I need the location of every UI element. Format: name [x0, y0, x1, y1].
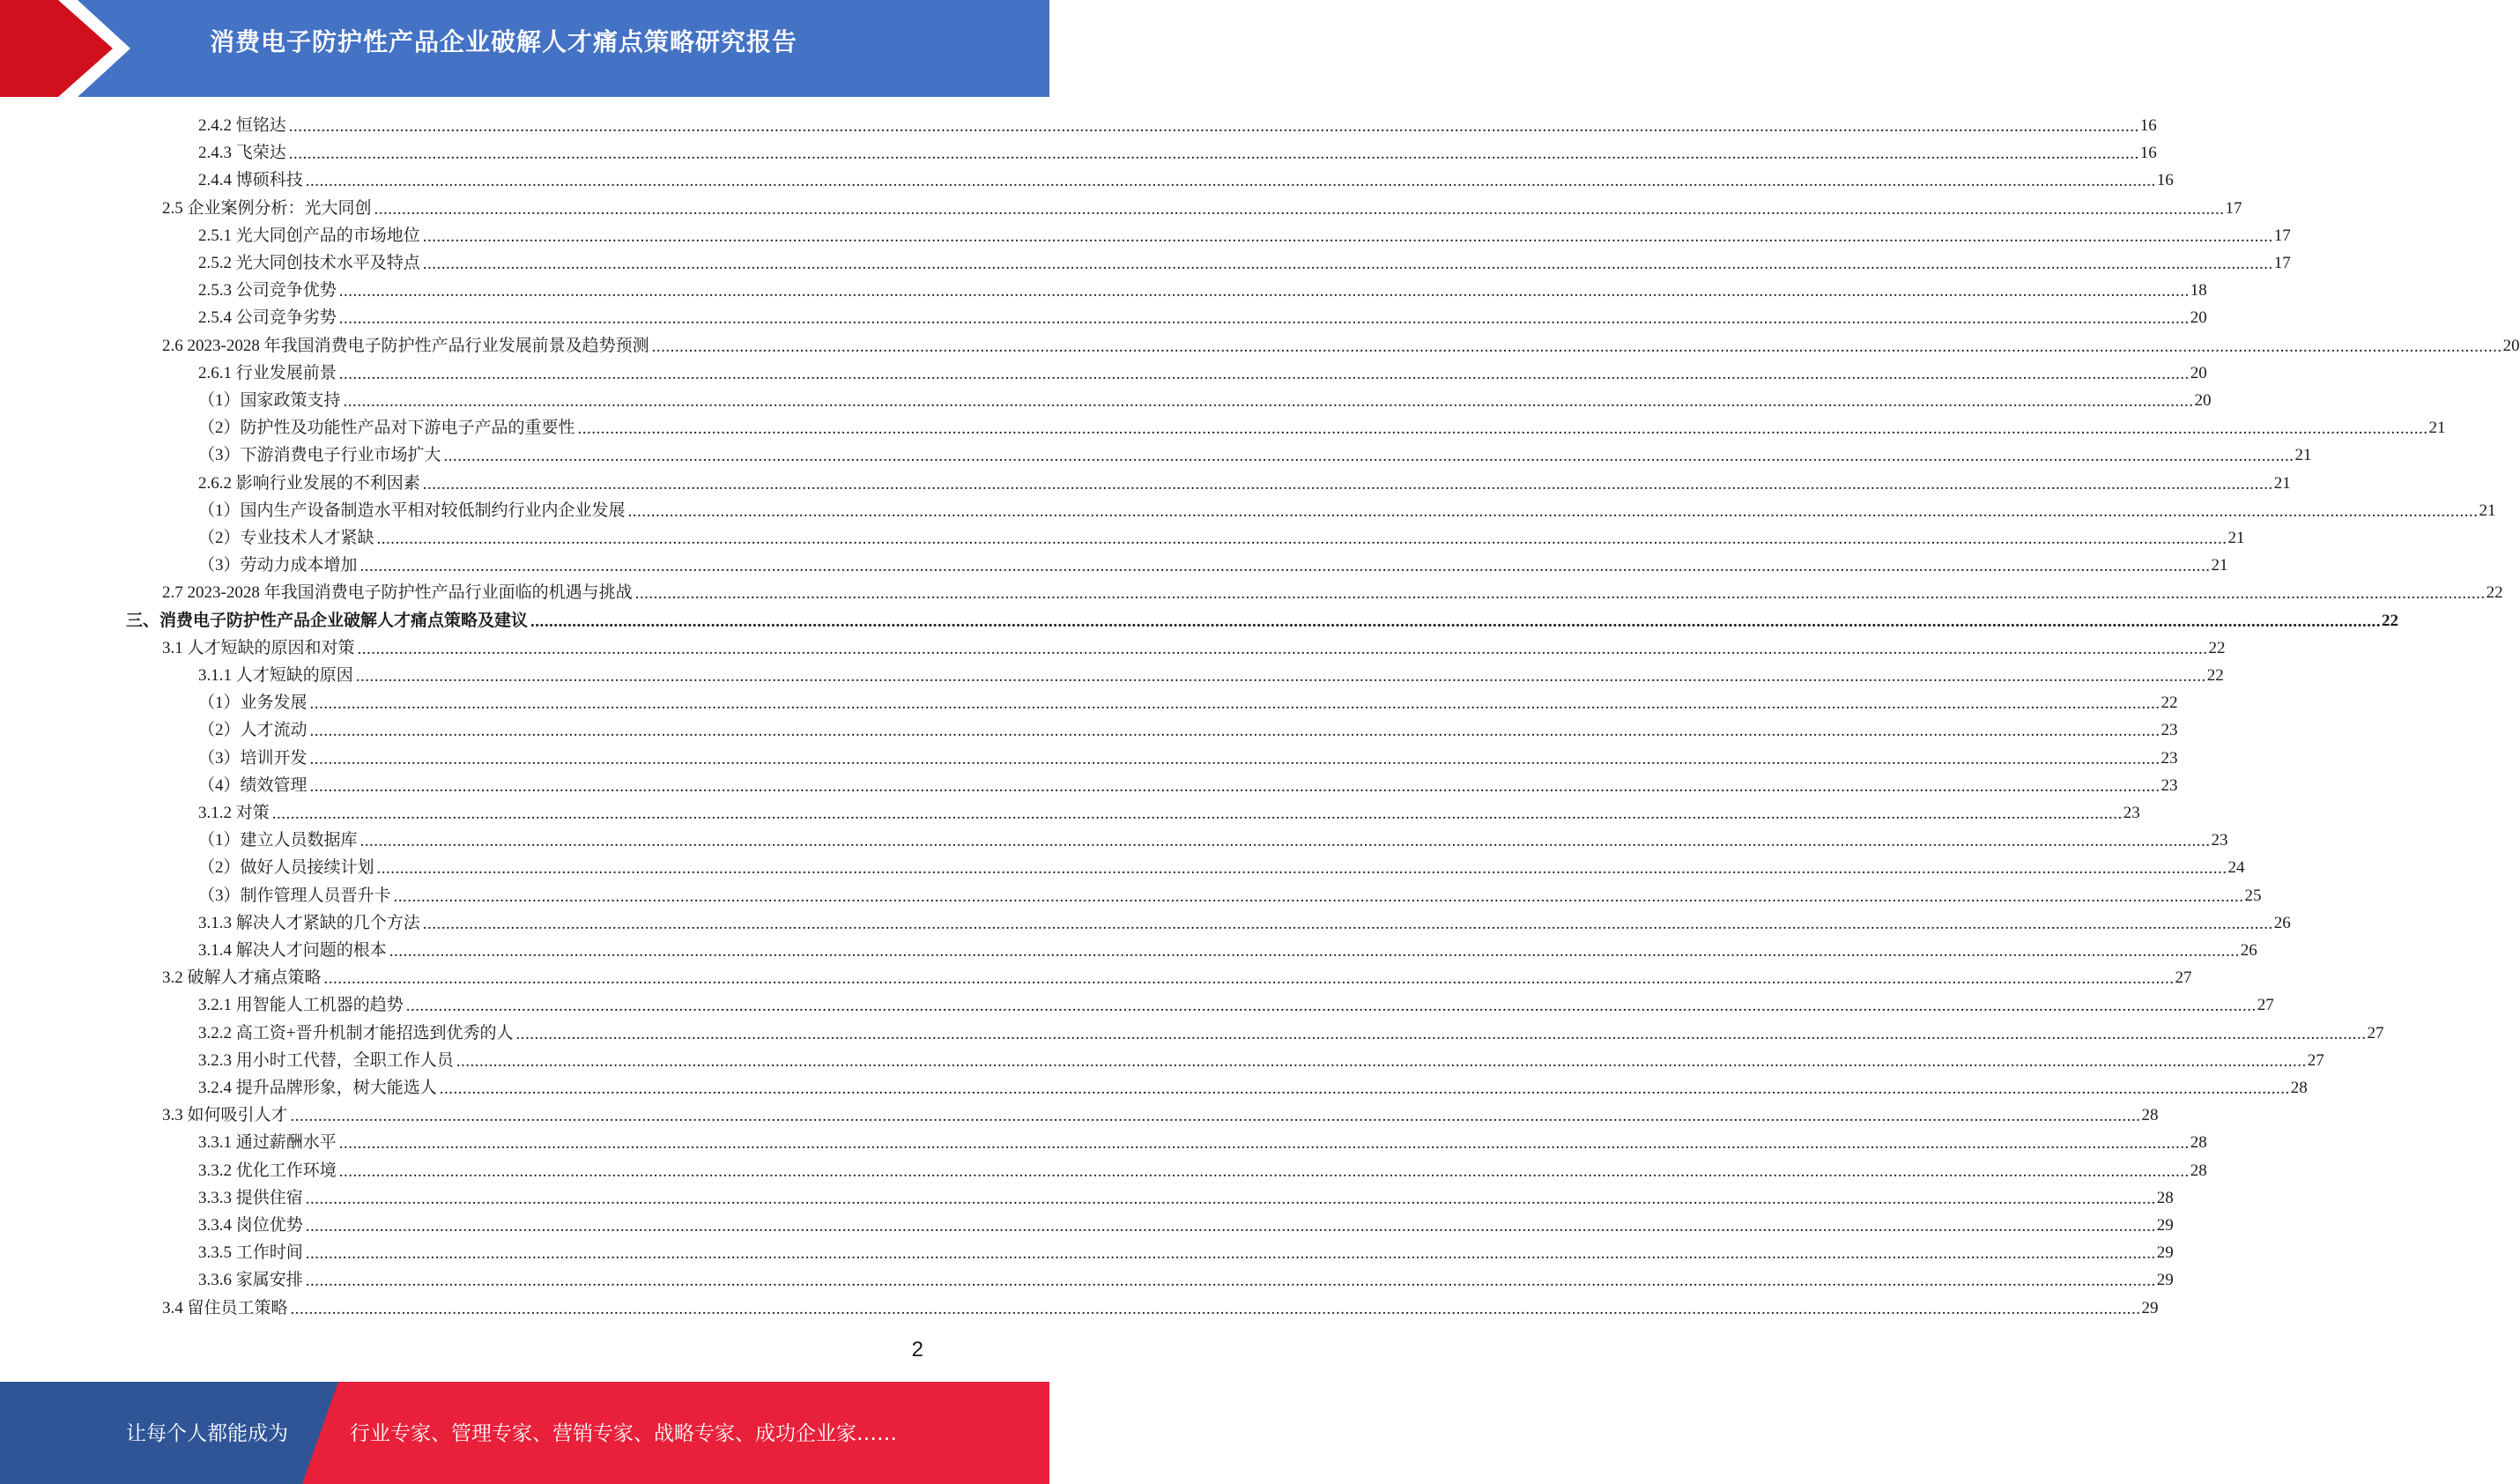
toc-entry[interactable] [198, 827, 2228, 854]
toc-entry[interactable] [198, 360, 2207, 387]
toc-entry-label: 2.4.2 恒铭达 [198, 116, 286, 135]
toc-leader-dots: ................................................................................................................................................................................................................................................................................................................................................................................................................ [338, 1161, 2190, 1181]
toc-entry-page: 17 [2273, 254, 2291, 272]
toc-entry[interactable] [162, 1102, 2159, 1129]
toc-entry-page: 27 [2257, 996, 2274, 1015]
toc-entry-page: 22 [2206, 666, 2224, 685]
toc-leader-dots: ................................................................................................................................................................................................................................................................................................................................................................................................................ [338, 282, 2190, 301]
footer-slogan-right: 行业专家、管理专家、营销专家、战略专家、成功企业家…… [350, 1422, 897, 1445]
toc-leader-dots: ................................................................................................................................................................................................................................................................................................................................................................................................................ [338, 1134, 2190, 1154]
toc-entry[interactable] [198, 1020, 2384, 1047]
toc-leader-dots: ................................................................................................................................................................................................................................................................................................................................................................................................................ [359, 557, 2211, 576]
toc-entry-page: 28 [2290, 1079, 2308, 1097]
toc-entry-page: 29 [2156, 1216, 2174, 1235]
toc-leader-dots: ................................................................................................................................................................................................................................................................................................................................................................................................................ [343, 392, 2194, 411]
toc-entry-page: 17 [2225, 198, 2242, 218]
toc-entry-label: （3）下游消费电子行业市场扩大 [198, 446, 441, 465]
toc-entry[interactable] [198, 552, 2228, 579]
toc-leader-dots: ................................................................................................................................................................................................................................................................................................................................................................................................................ [376, 859, 2227, 879]
toc-leader-dots: ................................................................................................................................................................................................................................................................................................................................................................................................................ [309, 776, 2161, 796]
toc-entry-page: 27 [2307, 1050, 2324, 1070]
toc-entry-label: 3.3.6 家属安排 [198, 1271, 303, 1290]
toc-entry-page: 21 [2227, 529, 2245, 547]
toc-entry-page: 21 [2479, 501, 2496, 520]
toc-entry-label: 三、消费电子防护性产品企业破解人才痛点策略及建议 [126, 611, 529, 630]
toc-leader-dots: ................................................................................................................................................................................................................................................................................................................................................................................................................ [305, 1189, 2156, 1208]
toc-entry-page: 22 [2161, 694, 2178, 713]
toc-leader-dots: ................................................................................................................................................................................................................................................................................................................................................................................................................ [338, 309, 2190, 329]
toc-leader-dots: ................................................................................................................................................................................................................................................................................................................................................................................................................ [530, 612, 2382, 631]
toc-leader-dots: ................................................................................................................................................................................................................................................................................................................................................................................................................ [422, 474, 2273, 493]
toc-entry[interactable] [198, 799, 2140, 827]
toc-entry[interactable] [198, 745, 2178, 772]
toc-entry-page: 29 [2156, 1243, 2174, 1263]
toc-entry-page: 26 [2273, 913, 2291, 932]
toc-leader-dots: ................................................................................................................................................................................................................................................................................................................................................................................................................ [376, 530, 2227, 548]
toc-entry-label: 2.5.2 光大同创技术水平及特点 [198, 254, 420, 272]
toc-entry-page: 29 [2156, 1271, 2174, 1290]
toc-entry[interactable] [198, 662, 2224, 689]
toc-leader-dots: ................................................................................................................................................................................................................................................................................................................................................................................................................ [305, 172, 2156, 191]
toc-entry-label: 3.2.3 用小时工代替，全职工作人员 [198, 1050, 454, 1070]
toc-entry-page: 20 [2190, 363, 2207, 382]
toc-entry-label: 2.6.1 行业发展前景 [198, 363, 337, 382]
toc-leader-dots: ................................................................................................................................................................................................................................................................................................................................................................................................................ [374, 199, 2225, 219]
toc-entry[interactable] [162, 1295, 2159, 1322]
toc-entry-page: 23 [2161, 748, 2178, 768]
toc-leader-dots: ................................................................................................................................................................................................................................................................................................................................................................................................................ [405, 997, 2257, 1016]
toc-entry-label: （3）培训开发 [198, 748, 308, 768]
toc-entry[interactable] [198, 139, 2157, 167]
toc-entry-page: 16 [2139, 116, 2157, 135]
toc-leader-dots: ................................................................................................................................................................................................................................................................................................................................................................................................................ [305, 1217, 2156, 1235]
toc-entry-label: 3.2.1 用智能人工机器的趋势 [198, 996, 404, 1015]
toc-entry-page: 18 [2190, 281, 2207, 301]
toc-entry[interactable] [198, 249, 2291, 277]
toc-leader-dots: ................................................................................................................................................................................................................................................................................................................................................................................................................ [422, 255, 2273, 273]
toc-entry-page: 16 [2139, 144, 2157, 163]
toc-entry-label: 2.5 企业案例分析：光大同创 [162, 198, 372, 218]
toc-entry-page: 27 [2367, 1023, 2384, 1043]
toc-entry[interactable] [198, 222, 2291, 249]
toc-entry[interactable] [198, 497, 2496, 524]
footer-slogan-left: 让每个人都能成为 [126, 1422, 288, 1445]
toc-leader-dots: ................................................................................................................................................................................................................................................................................................................................................................................................................ [389, 942, 2240, 961]
toc-entry-page: 28 [2190, 1133, 2207, 1153]
toc-entry-label: 2.5.1 光大同创产品的市场地位 [198, 226, 420, 245]
toc-entry-page: 20 [2190, 308, 2207, 328]
toc-entry-label: 3.3.1 通过薪酬水平 [198, 1133, 337, 1153]
toc-entry-label: （1）建立人员数据库 [198, 831, 358, 850]
toc-entry-label: （2）做好人员接续计划 [198, 858, 374, 878]
toc-entry-page: 29 [2141, 1298, 2159, 1317]
toc-entry-label: 3.2 破解人才痛点策略 [162, 968, 322, 988]
toc-entry-label: 3.1.2 对策 [198, 804, 270, 822]
toc-entry[interactable] [198, 1129, 2207, 1156]
toc-entry-label: （3）劳动力成本增加 [198, 556, 358, 575]
toc-entry[interactable] [198, 524, 2245, 552]
toc-entry-page: 22 [2382, 611, 2399, 630]
toc-entry-label: 3.3 如何吸引人才 [162, 1106, 288, 1125]
toc-leader-dots: ................................................................................................................................................................................................................................................................................................................................................................................................................ [456, 1051, 2307, 1071]
toc-entry-page: 21 [2273, 473, 2291, 493]
toc-entry[interactable] [198, 991, 2274, 1019]
toc-leader-dots: ................................................................................................................................................................................................................................................................................................................................................................................................................ [271, 805, 2123, 823]
toc-entry[interactable] [198, 1184, 2174, 1212]
toc-entry-label: 3.3.3 提供住宿 [198, 1188, 303, 1207]
toc-entry-label: 2.5.4 公司竞争劣势 [198, 308, 337, 328]
toc-leader-dots: ................................................................................................................................................................................................................................................................................................................................................................................................................ [515, 1024, 2367, 1043]
toc-entry-page: 21 [2211, 556, 2228, 575]
toc-entry-label: （3）制作管理人员晋升卡 [198, 886, 391, 905]
toc-entry[interactable] [126, 607, 2399, 634]
toc-entry[interactable] [162, 579, 2503, 606]
toc-entry[interactable] [198, 1074, 2308, 1102]
toc-entry-label: （1）国家政策支持 [198, 391, 341, 410]
toc-entry-page: 20 [2194, 391, 2212, 410]
toc-entry-page: 22 [2208, 638, 2226, 657]
toc-leader-dots: ................................................................................................................................................................................................................................................................................................................................................................................................................ [634, 584, 2486, 604]
toc-leader-dots: ................................................................................................................................................................................................................................................................................................................................................................................................................ [309, 749, 2161, 768]
toc-entry-page: 23 [2161, 721, 2178, 740]
toc-leader-dots: ................................................................................................................................................................................................................................................................................................................................................................................................................ [359, 832, 2211, 851]
page-footer [0, 1382, 1049, 1484]
toc-entry-label: 3.3.5 工作时间 [198, 1243, 303, 1263]
toc-entry-label: （2）专业技术人才紧缺 [198, 529, 374, 547]
toc-leader-dots: ................................................................................................................................................................................................................................................................................................................................................................................................................ [439, 1080, 2290, 1098]
toc-entry-page: 20 [2502, 336, 2520, 355]
toc-leader-dots: ................................................................................................................................................................................................................................................................................................................................................................................................................ [290, 1107, 2141, 1126]
toc-entry[interactable] [198, 387, 2212, 414]
toc-leader-dots: ................................................................................................................................................................................................................................................................................................................................................................................................................ [355, 667, 2206, 686]
toc-entry-label: 3.1 人才短缺的原因和对策 [162, 638, 355, 657]
toc-entry-label: 2.5.3 公司竞争优势 [198, 281, 337, 301]
toc-entry-page: 16 [2156, 171, 2174, 190]
toc-entry-label: （1）业务发展 [198, 694, 308, 713]
report-title: 消费电子防护性产品企业破解人才痛点策略研究报告 [210, 27, 798, 56]
toc-entry[interactable] [198, 716, 2178, 744]
toc-leader-dots: ................................................................................................................................................................................................................................................................................................................................................................................................................ [309, 722, 2161, 741]
toc-entry-label: 2.7 2023-2028 年我国消费电子防护性产品行业面临的机遇与挑战 [162, 583, 633, 603]
toc-entry-page: 25 [2244, 886, 2262, 905]
toc-leader-dots: ................................................................................................................................................................................................................................................................................................................................................................................................................ [290, 1299, 2141, 1318]
toc-entry[interactable] [198, 909, 2291, 937]
toc-entry[interactable] [198, 304, 2207, 331]
toc-entry-label: 3.3.4 岗位优势 [198, 1216, 303, 1235]
toc-entry-page: 28 [2156, 1188, 2174, 1207]
toc-entry-page: 24 [2227, 858, 2245, 878]
toc-leader-dots: ................................................................................................................................................................................................................................................................................................................................................................................................................ [422, 914, 2273, 933]
toc-entry-label: 2.4.3 飞荣达 [198, 144, 286, 163]
toc-leader-dots: ................................................................................................................................................................................................................................................................................................................................................................................................................ [627, 501, 2479, 521]
toc-leader-dots: ................................................................................................................................................................................................................................................................................................................................................................................................................ [305, 1244, 2156, 1264]
toc-entry-page: 23 [2161, 775, 2178, 795]
toc-entry-label: 3.2.4 提升品牌形象，树大能选人 [198, 1079, 437, 1097]
toc-entry-label: （4）绩效管理 [198, 775, 308, 795]
toc-leader-dots: ................................................................................................................................................................................................................................................................................................................................................................................................................ [309, 694, 2161, 714]
toc-entry-page: 21 [2294, 446, 2312, 465]
toc-entry[interactable] [198, 937, 2257, 964]
toc-entry[interactable] [198, 470, 2291, 497]
toc-entry-label: 2.4.4 博硕科技 [198, 171, 303, 190]
toc-entry[interactable] [198, 112, 2157, 139]
toc-entry-label: （1）国内生产设备制造水平相对较低制约行业内企业发展 [198, 501, 626, 520]
toc-leader-dots: ................................................................................................................................................................................................................................................................................................................................................................................................................ [357, 639, 2208, 658]
toc-entry[interactable] [198, 882, 2262, 909]
toc-entry[interactable] [198, 1239, 2174, 1266]
toc-entry-label: 3.1.4 解决人才问题的根本 [198, 941, 387, 960]
toc-leader-dots: ................................................................................................................................................................................................................................................................................................................................................................................................................ [443, 447, 2294, 466]
toc-entry-label: 3.2.2 高工资+晋升机制才能招选到优秀的人 [198, 1023, 514, 1043]
page-header [0, 0, 1049, 97]
toc-leader-dots: ................................................................................................................................................................................................................................................................................................................................................................................................................ [288, 117, 2139, 136]
toc-entry-page: 23 [2211, 831, 2228, 850]
red-chevron-decoration [0, 0, 132, 97]
toc-leader-dots: ................................................................................................................................................................................................................................................................................................................................................................................................................ [288, 145, 2139, 164]
toc-entry[interactable] [162, 964, 2192, 991]
toc-leader-dots: ................................................................................................................................................................................................................................................................................................................................................................................................................ [422, 226, 2273, 246]
toc-entry-page: 17 [2273, 226, 2291, 245]
toc-entry-page: 22 [2486, 583, 2503, 603]
toc-entry-page: 21 [2428, 419, 2446, 438]
toc-entry[interactable] [198, 772, 2178, 799]
toc-leader-dots: ................................................................................................................................................................................................................................................................................................................................................................................................................ [651, 337, 2502, 356]
toc-entry[interactable] [198, 414, 2446, 441]
toc-entry-page: 23 [2123, 804, 2140, 822]
toc-entry-label: 3.3.2 优化工作环境 [198, 1161, 337, 1180]
toc-entry-page: 28 [2141, 1106, 2159, 1125]
toc-leader-dots: ................................................................................................................................................................................................................................................................................................................................................................................................................ [393, 887, 2244, 906]
toc-entry-label: 2.6.2 影响行业发展的不利因素 [198, 473, 420, 493]
toc-leader-dots: ................................................................................................................................................................................................................................................................................................................................................................................................................ [323, 969, 2175, 989]
toc-entry-page: 26 [2240, 941, 2257, 960]
toc-entry-page: 27 [2175, 968, 2192, 988]
toc-entry[interactable] [198, 854, 2245, 881]
toc-entry-label: 2.6 2023-2028 年我国消费电子防护性产品行业发展前景及趋势预测 [162, 336, 649, 355]
toc-entry[interactable] [198, 1157, 2207, 1184]
toc-entry[interactable] [198, 441, 2312, 469]
toc-leader-dots: ................................................................................................................................................................................................................................................................................................................................................................................................................ [577, 419, 2428, 439]
toc-entry-label: （2）人才流动 [198, 721, 308, 740]
toc-entry[interactable] [198, 1266, 2174, 1294]
toc-leader-dots: ................................................................................................................................................................................................................................................................................................................................................................................................................ [338, 364, 2190, 383]
toc-entry[interactable] [162, 332, 2520, 360]
toc-entry-label: 3.1.3 解决人才紧缺的几个方法 [198, 913, 420, 932]
toc-entry[interactable] [198, 277, 2207, 304]
toc-entry-label: 3.1.1 人才短缺的原因 [198, 666, 353, 685]
toc-entry[interactable] [198, 1212, 2174, 1239]
toc-entry[interactable] [162, 195, 2242, 222]
toc-entry-page: 28 [2190, 1161, 2207, 1180]
toc-entry-label: 3.4 留住员工策略 [162, 1298, 288, 1317]
toc-entry-label: （2）防护性及功能性产品对下游电子产品的重要性 [198, 419, 575, 438]
toc-entry[interactable] [198, 689, 2178, 716]
toc-entry[interactable] [162, 634, 2226, 662]
toc-entry[interactable] [198, 167, 2174, 194]
toc-entry[interactable] [198, 1047, 2324, 1074]
toc-leader-dots: ................................................................................................................................................................................................................................................................................................................................................................................................................ [305, 1272, 2156, 1291]
page-number: 2 [911, 1338, 923, 1362]
